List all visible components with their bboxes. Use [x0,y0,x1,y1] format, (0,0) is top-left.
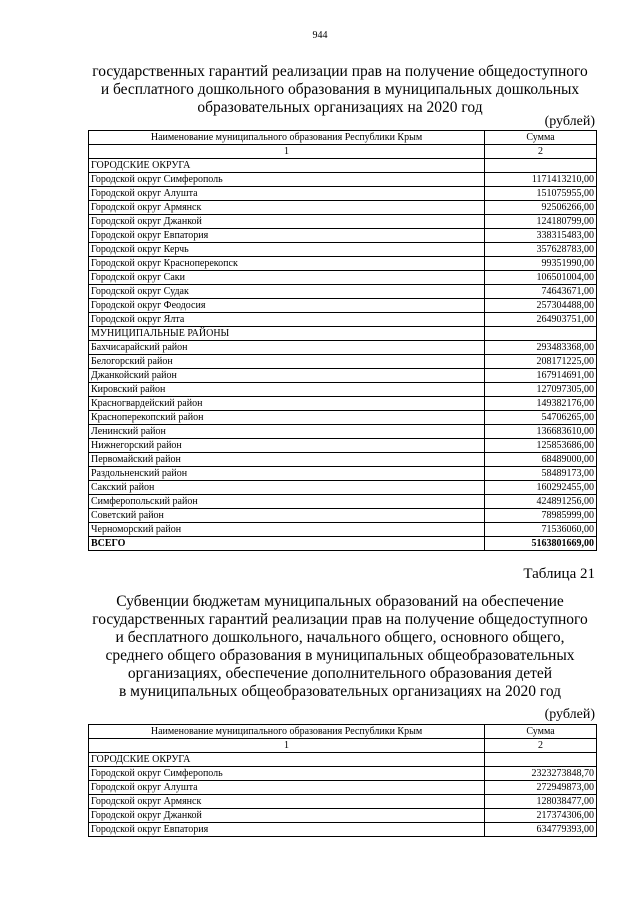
amount-cell: 2323273848,70 [485,767,597,781]
column-number-cell: 2 [485,145,597,159]
amount-cell: 128038477,00 [485,795,597,809]
table-row [89,823,597,837]
section2-table [88,724,597,837]
amount-cell: 257304488,00 [485,299,597,313]
amount-cell: 78985999,00 [485,509,597,523]
table-header-row [89,131,597,145]
table-row [89,809,597,823]
municipality-name-cell: Красногвардейский район [89,397,485,411]
table-row [89,453,597,467]
section1-title-line: государственных гарантий реализации прав на получение общедоступного [92,63,588,80]
amount-cell: 136683610,00 [485,425,597,439]
group-name-cell: МУНИЦИПАЛЬНЫЕ РАЙОНЫ [89,327,485,341]
amount-cell: 338315483,00 [485,229,597,243]
municipality-name-cell: Нижнегорский район [89,439,485,453]
municipality-name-cell: Симферопольский район [89,495,485,509]
section1-title-line: и бесплатного дошкольного образования в муниципальных дошкольных [100,81,580,98]
table-row [89,285,597,299]
table-row [89,187,597,201]
municipality-name-cell: Черноморский район [89,523,485,537]
table-row [89,229,597,243]
column-number-row [89,145,597,159]
group-name-cell: ГОРОДСКИЕ ОКРУГА [89,753,485,767]
table-row [89,425,597,439]
header-sum-cell: Сумма [485,131,597,145]
municipality-name-cell: Городской округ Керчь [89,243,485,257]
municipality-name-cell: Городской округ Саки [89,271,485,285]
table-row [89,781,597,795]
table-row [89,495,597,509]
municipality-name-cell: Городской округ Евпатория [89,823,485,837]
section1-table [88,130,597,551]
municipality-name-cell: Городской округ Судак [89,285,485,299]
section2-title-line: государственных гарантий реализации прав на получение общедоступного [92,611,588,628]
table-row [89,481,597,495]
section1-title [60,63,620,117]
amount-cell: 634779393,00 [485,823,597,837]
empty-cell [485,159,597,173]
municipality-name-cell: Сакский район [89,481,485,495]
municipality-name-cell: Бахчисарайский район [89,341,485,355]
section2-title-line: организациях, обеспечение дополнительного образования детей [127,665,553,682]
table-row [89,313,597,327]
amount-cell: 424891256,00 [485,495,597,509]
amount-cell: 92506266,00 [485,201,597,215]
amount-cell: 160292455,00 [485,481,597,495]
amount-cell: 127097305,00 [485,383,597,397]
municipality-name-cell: Джанкойский район [89,369,485,383]
table-row [89,795,597,809]
table-row [89,439,597,453]
table-row [89,271,597,285]
amount-cell: 167914691,00 [485,369,597,383]
amount-cell: 74643671,00 [485,285,597,299]
table-caption: Таблица 21 [523,566,595,582]
municipality-name-cell: Городской округ Феодосия [89,299,485,313]
municipality-name-cell: Городской округ Ялта [89,313,485,327]
municipality-name-cell: Городской округ Алушта [89,781,485,795]
amount-cell: 99351990,00 [485,257,597,271]
header-name-cell: Наименование муниципального образования Республики Крым [89,131,485,145]
table-row [89,411,597,425]
column-number-row [89,739,597,753]
municipality-name-cell: Белогорский район [89,355,485,369]
group-row [89,159,597,173]
table-row [89,173,597,187]
municipality-name-cell: Кировский район [89,383,485,397]
municipality-name-cell: Ленинский район [89,425,485,439]
group-name-cell: ГОРОДСКИЕ ОКРУГА [89,159,485,173]
municipality-name-cell: Городской округ Джанкой [89,215,485,229]
total-amount-cell: 5163801669,00 [485,537,597,551]
table-row [89,467,597,481]
amount-cell: 149382176,00 [485,397,597,411]
header-name-cell: Наименование муниципального образования Республики Крым [89,725,485,739]
amount-cell: 272949873,00 [485,781,597,795]
table-row [89,201,597,215]
total-row [89,537,597,551]
municipality-name-cell: Раздольненский район [89,467,485,481]
municipality-name-cell: Первомайский район [89,453,485,467]
group-row [89,327,597,341]
group-row [89,753,597,767]
empty-cell [485,327,597,341]
municipality-name-cell: Городской округ Евпатория [89,229,485,243]
municipality-name-cell: Городской округ Красноперекопск [89,257,485,271]
amount-cell: 71536060,00 [485,523,597,537]
header-sum-cell: Сумма [485,725,597,739]
section1-title-line: образовательных организациях на 2020 год [197,99,483,116]
table-row [89,257,597,271]
column-number-cell: 2 [485,739,597,753]
municipality-name-cell: Городской округ Симферополь [89,767,485,781]
table-row [89,341,597,355]
table-row [89,397,597,411]
amount-cell: 125853686,00 [485,439,597,453]
amount-cell: 357628783,00 [485,243,597,257]
municipality-name-cell: Городской округ Алушта [89,187,485,201]
table-header-row [89,725,597,739]
amount-cell: 68489000,00 [485,453,597,467]
section2-title [60,593,620,701]
table-row [89,767,597,781]
amount-cell: 208171225,00 [485,355,597,369]
total-label-cell: ВСЕГО [89,537,485,551]
amount-cell: 124180799,00 [485,215,597,229]
table-row [89,243,597,257]
table-row [89,523,597,537]
amount-cell: 1171413210,00 [485,173,597,187]
section2-title-line: в муниципальных общеобразовательных организациях на 2020 год [118,683,562,700]
amount-cell: 54706265,00 [485,411,597,425]
table-row [89,383,597,397]
table-row [89,299,597,313]
table-row [89,215,597,229]
amount-cell: 264903751,00 [485,313,597,327]
amount-cell: 106501004,00 [485,271,597,285]
amount-cell: 293483368,00 [485,341,597,355]
page-number: 944 [312,30,328,41]
section2-title-line: и бесплатного дошкольного, начального общего, основного общего, [115,629,565,646]
section2-units: (рублей) [544,707,595,722]
municipality-name-cell: Городской округ Армянск [89,201,485,215]
table-row [89,355,597,369]
column-number-cell: 1 [89,145,485,159]
amount-cell: 58489173,00 [485,467,597,481]
table-row [89,509,597,523]
amount-cell: 217374306,00 [485,809,597,823]
section2-title-line: среднего общего образования в муниципальных общеобразовательных [105,647,575,664]
section2-title-line: Субвенции бюджетам муниципальных образований на обеспечение [116,593,564,610]
municipality-name-cell: Красноперекопский район [89,411,485,425]
section1-units: (рублей) [544,114,595,129]
empty-cell [485,753,597,767]
table-row [89,369,597,383]
municipality-name-cell: Городской округ Армянск [89,795,485,809]
municipality-name-cell: Городской округ Джанкой [89,809,485,823]
municipality-name-cell: Городской округ Симферополь [89,173,485,187]
column-number-cell: 1 [89,739,485,753]
municipality-name-cell: Советский район [89,509,485,523]
amount-cell: 151075955,00 [485,187,597,201]
